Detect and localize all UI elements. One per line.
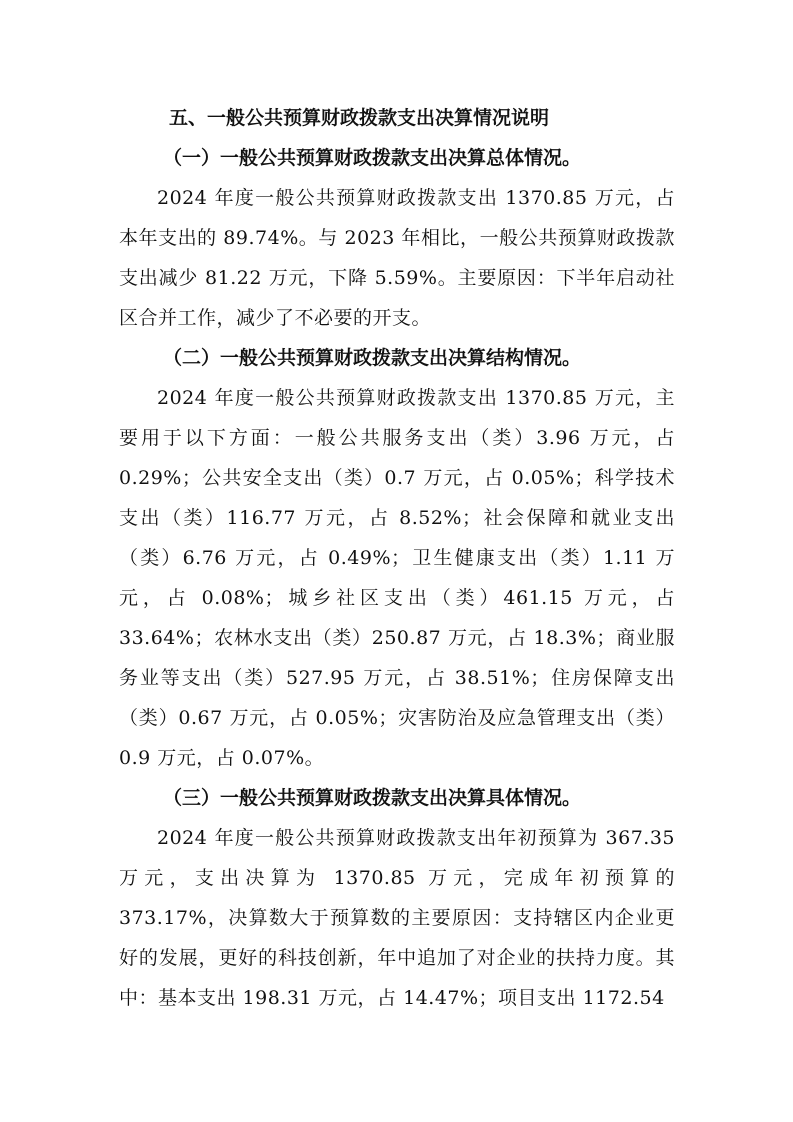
subsection-paragraph-1: 2024 年度一般公共预算财政拨款支出 1370.85 万元，占本年支出的 89.74%。与 2023 年相比，一般公共预算财政拨款支出减少 81.22 万元，下降 5.59%。主要原因：下半年启动社区合并工作，减少了不必要的开支。 xyxy=(119,187,675,329)
subsection-paragraph-2: 2024 年度一般公共预算财政拨款支出 1370.85 万元，主要用于以下方面：一般公共服务支出（类）3.96 万元，占 0.29%；公共安全支出（类）0.7 万元，占 0.05%；科学技术支出（类）116.77 万元，占 8.52%；社会保障和就业支出（类）6.76 万元，占 0.49%；卫生健康支出（类）1.11 万元，占 0.08%；城乡社区支出（类）461.15 万元，占 33.64%；农林水支出（类）250.87 万元，占 18.3%；商业服务业等支出（类）527.95 万元，占 38.51%；住房保障支出（类）0.67 万元，占 0.05%；灾害防治及应急管理支出（类）0.9 万元，占 0.07%。 xyxy=(119,387,675,769)
subsection-heading-3: （三）一般公共预算财政拨款支出决算具体情况。 xyxy=(163,787,582,809)
document-page xyxy=(119,98,675,1018)
subsection-paragraph-3: 2024 年度一般公共预算财政拨款支出年初预算为 367.35 万元，支出决算为 1370.85 万元，完成年初预算的 373.17%，决算数大于预算数的主要原因：支持辖区内企业更好的发展，更好的科技创新，年中追加了对企业的扶持力度。其中：基本支出 198.31 万元，占 14.47%；项目支出 1172.54 xyxy=(119,827,675,1009)
subsection-heading-2: （二）一般公共预算财政拨款支出决算结构情况。 xyxy=(163,347,582,369)
subsection-heading-1: （一）一般公共预算财政拨款支出决算总体情况。 xyxy=(163,147,582,169)
section-title: 五、一般公共预算财政拨款支出决算情况说明 xyxy=(169,107,550,129)
